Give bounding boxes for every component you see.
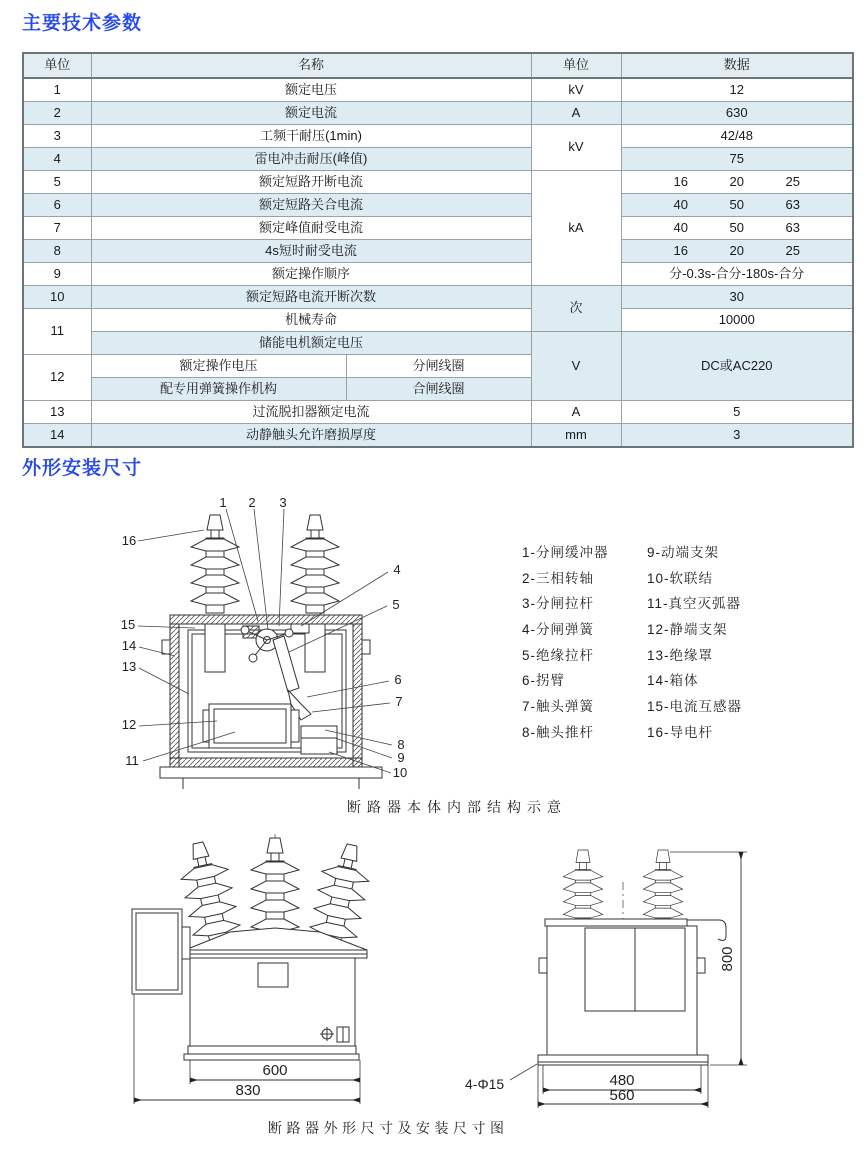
- table-row: [23, 217, 853, 240]
- table-row: [23, 102, 853, 125]
- row-data: 630: [621, 102, 853, 125]
- legend-item: 7-触头弹簧: [522, 699, 595, 715]
- row-no: 5: [23, 171, 91, 194]
- side-tab-left: [539, 958, 547, 973]
- top-plate: [545, 919, 687, 926]
- row-name: 储能电机额定电压: [91, 332, 531, 355]
- bushing-front: [563, 850, 602, 919]
- row-data: 30: [621, 286, 853, 309]
- callout-10: 10: [392, 765, 408, 780]
- callout-12: 12: [121, 717, 137, 732]
- callout-6: 6: [394, 672, 402, 687]
- row-name: 工频干耐压(1min): [91, 125, 531, 148]
- base-frame: [160, 767, 382, 778]
- side-bracket-left: [162, 640, 170, 654]
- data-value: 16: [673, 242, 688, 258]
- legend-item: 13-绝缘罩: [647, 647, 714, 663]
- legend-item: 4-分闸弹簧: [522, 622, 595, 638]
- legend-item: 15-电流互感器: [647, 699, 743, 715]
- col-header-no: 单位: [23, 53, 91, 78]
- crank-pin: [249, 654, 257, 662]
- dimension-600: 600: [262, 1062, 288, 1079]
- legend-column-2: [647, 540, 767, 746]
- figure1-caption: 断路器本体内部结构示意: [347, 799, 567, 815]
- callout-11: 11: [125, 753, 139, 768]
- callout-3: 3: [279, 495, 287, 510]
- row-no: 6: [23, 194, 91, 217]
- base-lower: [184, 1054, 359, 1060]
- row-data: [621, 194, 853, 217]
- callout-4: 4: [393, 562, 401, 577]
- table-row: [23, 148, 853, 171]
- legend-item: 16-导电杆: [647, 724, 714, 740]
- legend-item: 1-分闸缓冲器: [522, 545, 609, 560]
- row-unit-merged: kA: [531, 171, 621, 286]
- data-value: 50: [729, 196, 744, 212]
- row-no: 2: [23, 102, 91, 125]
- data-value: 63: [785, 196, 800, 212]
- callout-9: 9: [397, 750, 405, 765]
- row-data: 分-0.3s-合分-180s-合分: [621, 263, 853, 286]
- row-unit: A: [531, 401, 621, 424]
- table-row: [23, 263, 853, 286]
- row-name: 额定操作电压: [91, 355, 346, 378]
- insulated-pull-rod: [273, 636, 299, 692]
- row-name: 额定短路关合电流: [91, 194, 531, 217]
- table-row: [23, 401, 853, 424]
- row-no: 4: [23, 148, 91, 171]
- callout-13: 13: [121, 659, 137, 674]
- internal-structure-diagram: [105, 490, 455, 802]
- page-title-main-parameters: 主要技术参数: [22, 13, 143, 34]
- side-view-drawing: [455, 832, 860, 1110]
- table-row: [23, 240, 853, 263]
- row-data: [621, 171, 853, 194]
- mounting-holes-label: 4-Φ15: [465, 1076, 505, 1092]
- row-data: 10000: [621, 309, 853, 332]
- tank-bottom: [170, 758, 362, 767]
- row-name: 额定峰值耐受电流: [91, 217, 531, 240]
- legend-item: 5-绝缘拉杆: [522, 647, 595, 663]
- legend-item: 10-软联结: [647, 570, 714, 586]
- table-row: [23, 171, 853, 194]
- row-no: 8: [23, 240, 91, 263]
- data-value: 25: [785, 173, 800, 189]
- row-name: 过流脱扣器额定电流: [91, 401, 531, 424]
- data-value: 16: [673, 173, 688, 189]
- table-row: [23, 194, 853, 217]
- box-connector: [182, 927, 190, 959]
- legend-item: 9-动端支架: [647, 545, 720, 560]
- row-coil: 合闸线圈: [346, 378, 531, 401]
- front-view-drawing: [100, 832, 450, 1108]
- legend-item: 3-分闸拉杆: [522, 596, 595, 612]
- row-unit-merged: 次: [531, 286, 621, 332]
- row-no-merged: 11: [23, 309, 91, 355]
- row-name: 额定电流: [91, 102, 531, 125]
- data-value: 40: [673, 196, 688, 212]
- data-value: 40: [673, 219, 688, 235]
- table-row: [23, 309, 853, 332]
- row-no: 7: [23, 217, 91, 240]
- row-no: 9: [23, 263, 91, 286]
- insulator-bushing-right: [291, 515, 339, 613]
- legend-column-1: [522, 540, 625, 746]
- row-data: 75: [621, 148, 853, 171]
- row-no: 13: [23, 401, 91, 424]
- roof-flange: [185, 950, 367, 954]
- col-header-data: 数据: [621, 53, 853, 78]
- figure2-caption: 断路器外形尺寸及安装尺寸图: [268, 1120, 509, 1136]
- interrupter-end-right: [291, 710, 299, 742]
- row-data-merged: DC或AC220: [621, 332, 853, 401]
- row-name: 额定短路开断电流: [91, 171, 531, 194]
- row-unit-merged: V: [531, 332, 621, 401]
- callout-14: 14: [121, 638, 137, 653]
- row-name: 4s短时耐受电流: [91, 240, 531, 263]
- callout-16: 16: [121, 533, 137, 548]
- page-title-dimensions: 外形安装尺寸: [22, 458, 143, 479]
- callout-15: 15: [120, 617, 136, 632]
- row-no: 3: [23, 125, 91, 148]
- side-tab-right: [697, 958, 705, 973]
- data-value: 50: [729, 219, 744, 235]
- row-name: 额定短路电流开断次数: [91, 286, 531, 309]
- legend-item: 11-真空灭弧器: [647, 596, 742, 612]
- row-no: 14: [23, 424, 91, 448]
- tank-wall-left: [170, 624, 179, 767]
- row-data: [621, 217, 853, 240]
- row-unit-merged: kV: [531, 125, 621, 171]
- vacuum-interrupter: [209, 704, 291, 748]
- row-name: 机械寿命: [91, 309, 531, 332]
- top-fitting: [291, 624, 309, 633]
- hook-tip: [718, 936, 726, 940]
- crank-pin: [241, 626, 249, 634]
- row-data: 42/48: [621, 125, 853, 148]
- row-no: 1: [23, 78, 91, 102]
- table-row: [23, 125, 853, 148]
- base-upper: [188, 1046, 356, 1054]
- data-value: 25: [785, 242, 800, 258]
- dimension-830: 830: [235, 1082, 261, 1099]
- legend-item: 8-触头推杆: [522, 724, 595, 740]
- callout-7: 7: [395, 694, 403, 709]
- col-header-name: 名称: [91, 53, 531, 78]
- row-data: [621, 240, 853, 263]
- legend-item: 2-三相转轴: [522, 570, 595, 586]
- row-name: 额定操作顺序: [91, 263, 531, 286]
- base-side: [538, 1055, 708, 1065]
- roof-flange-lower: [185, 954, 367, 958]
- data-value: 20: [729, 173, 744, 189]
- table-row: [23, 286, 853, 309]
- row-unit: A: [531, 102, 621, 125]
- support-box: [301, 726, 337, 754]
- bushing-center: [251, 838, 299, 943]
- table-header-row: [23, 53, 853, 78]
- legend-item: 12-静端支架: [647, 622, 728, 638]
- table-row: [23, 424, 853, 448]
- row-unit: mm: [531, 424, 621, 448]
- callout-8: 8: [397, 737, 405, 752]
- technical-parameters-table: [22, 52, 854, 448]
- row-coil: 分闸线圈: [346, 355, 531, 378]
- data-value: 20: [729, 242, 744, 258]
- row-unit: kV: [531, 78, 621, 102]
- bushing-column-left: [205, 624, 225, 672]
- row-name: 额定电压: [91, 78, 531, 102]
- data-value: 63: [785, 219, 800, 235]
- side-bracket-right: [362, 640, 370, 654]
- mechanism-box: [132, 909, 182, 994]
- table-row: [23, 78, 853, 102]
- callout-1: 1: [219, 495, 227, 510]
- parts-legend: [522, 540, 767, 746]
- row-data: 12: [621, 78, 853, 102]
- table-row: [23, 332, 853, 355]
- col-header-unit: 单位: [531, 53, 621, 78]
- bushing-rear: [643, 850, 682, 919]
- row-name: 配专用弹簧操作机构: [91, 378, 346, 401]
- row-data: 5: [621, 401, 853, 424]
- dimension-560: 560: [609, 1087, 635, 1104]
- dimension-800: 800: [719, 946, 736, 972]
- row-data: 3: [621, 424, 853, 448]
- callout-5: 5: [392, 597, 400, 612]
- legend-item: 6-拐臂: [522, 673, 566, 689]
- row-name: 动静触头允许磨损厚度: [91, 424, 531, 448]
- legend-item: 14-箱体: [647, 673, 699, 689]
- row-name: 雷电冲击耐压(峰值): [91, 148, 531, 171]
- interrupter-end-left: [203, 710, 209, 742]
- tank-body: [190, 958, 355, 1046]
- row-no: 10: [23, 286, 91, 309]
- dimension-480: 480: [609, 1072, 635, 1089]
- row-no-merged: 12: [23, 355, 91, 401]
- tank-lid: [170, 615, 362, 624]
- callout-2: 2: [248, 495, 256, 510]
- crank-pin: [285, 629, 293, 637]
